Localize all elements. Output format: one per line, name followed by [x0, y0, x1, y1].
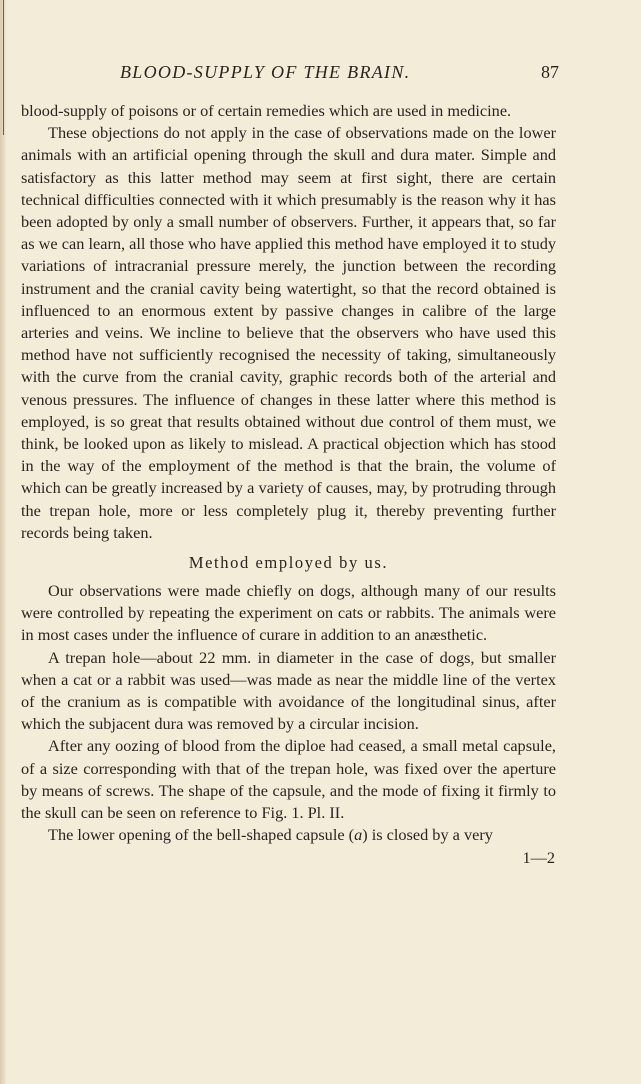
paragraph-5: After any oozing of blood from the diploe had ceased, a small metal capsule, of a size corresponding with that of the trepan hole, was fixed over the aperture by means of screws. The shape of the capsule, and the mode of fixing it firmly to the skull can be seen on reference to Fig. 1. Pl. II. [21, 736, 556, 823]
paragraph-4: A trepan hole—about 22 mm. in diameter in the case of dogs, but smaller when a cat or a rabbit was used—was made as near the middle line of the vertex of the cranium as is compatible with avoidance of the longitudinal sinus, after which the subjacent dura was removed by a circular incision. [21, 647, 556, 734]
paragraph-1: blood-supply of poisons or of certain remedies which are used in medicine. [21, 101, 512, 120]
paragraph-2: These objections do not apply in the case of observations made on the lower animals with an artificial opening through the skull and dura mater. Simple and satisfactory as this latter method may seem at first sight, there are certain technical difficulties connected with it which presumably is the reason why it has been adopted by only a small number of observers. Further, it appears that, so far as we can learn, all those who have applied this method have employed it to study variations of intracranial pressure merely, the junction between the recording instrument and the cranial cavity being watertight, so that the record obtained is influenced to an enormous extent by passive changes in calibre of the large arteries and veins. We incline to believe that the observers who have used this method have not sufficiently recognised the necessity of taking, simultaneously with the curve from the cranial cavity, graphic records both of the arterial and venous pressures. The influence of changes in these latter where this method is employed, is so great that results obtained without due control of them must, we think, be looked upon as likely to mislead. A practical objection which has stood in the way of the employment of the method is that the brain, the volume of which can be greatly increased by a variety of causes, may, by protruding through the trepan hole, more or less completely plug it, thereby preventing further records being taken. [21, 123, 556, 542]
paragraph-3: Our observations were made chiefly on dogs, although many of our results were controlled by repeating the experiment on cats or rabbits. The animals were in most cases under the influence of curare in addition to an anæsthetic. [21, 581, 556, 645]
page [21, 62, 559, 869]
paragraph-6 [21, 824, 556, 846]
paragraph-6-end: ) is closed by a very [362, 825, 493, 845]
section-heading: Method employed by us. [188, 553, 389, 573]
running-head: BLOOD-SUPPLY OF THE BRAIN. [120, 62, 411, 82]
binding-edge [0, 0, 6, 1084]
capsule-label: a [354, 825, 363, 845]
page-header [21, 62, 559, 88]
paragraph-6-start: The lower opening of the bell-shaped capsule ( [48, 825, 355, 845]
binding-line [3, 0, 4, 135]
signature-mark: 1—2 [522, 847, 555, 867]
body-text [21, 100, 556, 869]
page-number: 87 [541, 62, 559, 82]
